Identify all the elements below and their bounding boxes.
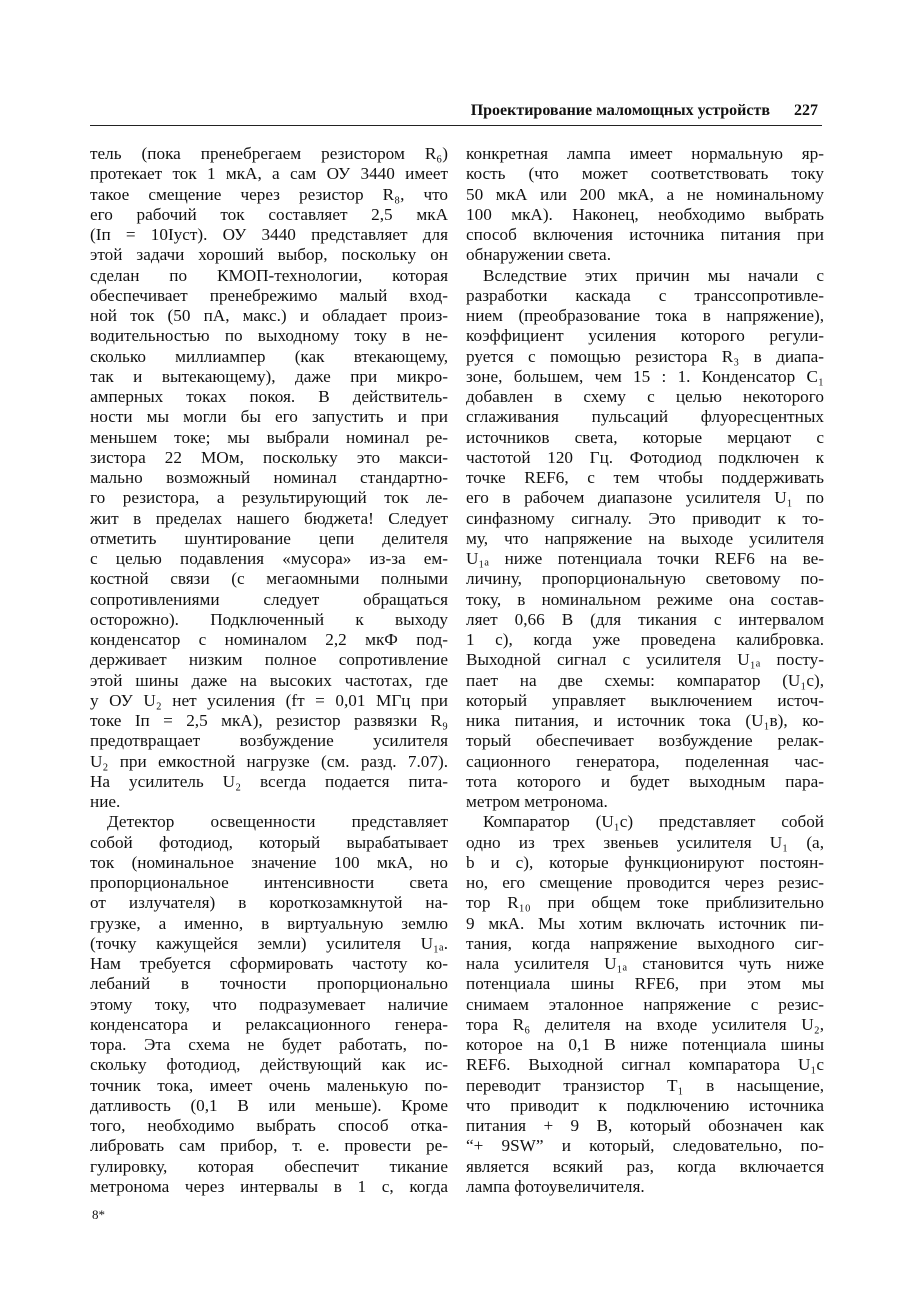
text-line: такое смещение через резистор R₈, что [90,184,448,204]
text-line: гулировку, которая обеспечит тикание [90,1156,448,1176]
text-line: переводит транзистор T₁ в насыщение, [466,1075,824,1095]
text-line: (точку кажущейся земли) усилителя U₁ₐ. [90,933,448,953]
signature-mark: 8* [92,1207,105,1222]
text-line: “+ 9SW” и который, следовательно, по- [466,1136,824,1156]
paragraph [466,812,824,1197]
text-line: (Iп = 10Iуст). ОУ 3440 представляет для [90,225,448,244]
text-line: мально возможный номинал стандартно- [90,468,448,487]
text-line: одно из трех звеньев усилителя U₁ (а, [466,832,824,852]
text-line: ника питания, и источник тока (U₁в), ко- [466,711,824,730]
text-line: меньшем токе; мы выбрали номинал ре- [90,427,448,447]
text-line: нием (преобразование тока в напряжение), [466,306,824,325]
text-line: добавлен в схему с целью некоторого [466,387,824,406]
running-header [90,101,822,126]
text-line: сационного генератора, поделенная час- [466,751,824,771]
text-line: его в рабочем диапазоне усилителя U₁ по [466,488,824,508]
text-line: от излучателя) в короткозамкнутой на- [90,893,448,913]
text-line: конкретная лампа имеет нормальную яр- [466,144,824,163]
right-column [466,144,824,1197]
text-line: его рабочий ток составляет 2,5 мкА [90,204,448,224]
text-line: U₂ при емкостной нагрузке (см. разд. 7.07). [90,751,448,771]
text-line: сколько миллиампер (как втекающему, [90,346,448,366]
text-line: снимаем эталонное напряжение с резис- [466,994,824,1014]
text-line: тор R₁₀ при общем токе приблизительно [466,893,824,913]
text-line: датливость (0,1 В или меньше). Кроме [90,1095,448,1115]
text-line: ности мы могли бы его запустить и при [90,407,448,427]
text-line: го резистора, а результирующий ток ле- [90,488,448,508]
text-line: что приводит к подключению источника [466,1095,824,1115]
left-column [90,144,448,1197]
text-line: того, необходимо выбрать способ отка- [90,1116,448,1135]
text-line: частотой 120 Гц. Фотодиод подключен к [466,447,824,467]
text-line: является всякий раз, когда включается [466,1156,824,1176]
text-line: току, в номинальном режиме она состав- [466,589,824,609]
paragraph [90,812,448,1197]
text-line: синфазному сигналу. Это приводит к то- [466,508,824,528]
text-line: зистора 22 МОм, поскольку это макси- [90,447,448,467]
text-line: метром метронома. [466,792,608,811]
text-line: собой фотодиод, который вырабатывает [90,832,448,852]
text-line: Детектор освещенности представляет [107,812,448,832]
text-line: пает на две схемы: компаратор (U₁c), [466,670,824,690]
text-line: тания, когда напряжение выходного сиг- [466,933,824,953]
text-line: Вследствие этих причин мы начали с [483,265,824,285]
text-line: 9 мкА. Мы хотим включать источник пи- [466,913,824,933]
text-line: 100 мкА). Наконец, необходимо выбрать [466,204,824,224]
text-line: точке REF6, с тем чтобы поддерживать [466,468,824,487]
text-line: этой шины даже на высоких частотах, где [90,670,448,690]
text-line: лебаний в точности пропорционально [90,974,448,994]
text-line: нала усилителя U₁ₐ становится чуть ниже [466,954,824,973]
text-line: жит в пределах нашего бюджета! Следует [90,508,448,528]
text-line: тота которого и будет выходным пара- [466,771,824,791]
text-line: водительностью по выходному току в не- [90,326,448,346]
text-line: обеспечивает пренебрежимо малый вход- [90,285,448,305]
text-line: кость (что может соответствовать току [466,164,824,184]
text-line: способ включения источника питания при [466,225,824,244]
text-line: Компаратор (U₁c) представляет собой [483,812,824,832]
text-line: отметить шунтирование цепи делителя [90,528,448,548]
paragraph [466,266,824,813]
text-line: питания + 9 В, который обозначен как [466,1116,824,1135]
text-line: 50 мкА или 200 мкА, а не номинальному [466,184,824,204]
text-line: точник тока, имеет очень маленькую по- [90,1075,448,1095]
text-line: ляет 0,66 В (для тикания с интервалом [466,609,824,629]
text-line: скольку фотодиод, действующий как ис- [90,1055,448,1075]
text-line: метронома через интервалы в 1 с, когда [90,1176,448,1196]
text-line: зоне, большем, чем 15 : 1. Конденсатор C₁ [466,366,824,386]
paragraph [466,144,824,266]
text-line: конденсатора и релаксационного генера- [90,1014,448,1034]
text-line: ток (номинальное значение 100 мкА, но [90,852,448,872]
text-line: конденсатор с номиналом 2,2 мкФ под- [90,630,448,649]
text-line: либровать сам прибор, т. е. провести ре- [90,1136,448,1156]
text-line: пропорциональное интенсивности света [90,873,448,892]
running-header-title: Проектирование маломощных устройств [470,102,770,119]
text-line: грузке, а именно, в виртуальную землю [90,913,448,933]
text-line: сглаживания пульсаций флуоресцентных [466,407,824,427]
text-line: 1 с), когда уже проведена калибровка. [466,630,824,649]
text-line: с целью подавления «мусора» из-за ем- [90,549,448,568]
text-line: коэффициент усиления которого регули- [466,326,824,346]
text-line: осторожно). Подключенный к выходу [90,609,448,629]
text-line: обнаружении света. [466,245,611,265]
text-line: сопротивлениями следует обращаться [90,589,448,609]
text-line: тора R₆ делителя на входе усилителя U₂, [466,1014,824,1034]
text-line: тель (пока пренебрегаем резистором R₆) [90,144,448,163]
text-line: амперных токах покоя. В действитель- [90,387,448,406]
text-line: этой задачи хороший выбор, поскольку он [90,245,448,265]
text-line: руется с помощью резистора R₃ в диапа- [466,346,824,366]
text-line: лампа фотоувеличителя. [466,1176,645,1196]
text-line: торый обеспечивает возбуждение релак- [466,731,824,751]
text-line: му, что напряжение на выходе усилителя [466,528,824,548]
text-line: разработки каскада с транссопротивле- [466,285,824,305]
page-number: 227 [794,102,818,119]
text-line: ной ток (50 пА, макс.) и обладает произ- [90,306,448,325]
text-line: На усилитель U₂ всегда подается пита- [90,771,448,791]
text-line: держивает низким полное сопротивление [90,650,448,670]
text-line: REF6. Выходной сигнал компаратора U₁c [466,1055,824,1075]
text-line: источников света, которые мерцают с [466,427,824,447]
text-line: потенциала шины RFE6, при этом мы [466,974,824,994]
text-line: b и с), которые функционируют постоян- [466,852,824,872]
text-line: предотвращает возбуждение усилителя [90,731,448,751]
paragraph [90,144,448,812]
text-line: личину, пропорциональную световому по- [466,569,824,589]
text-line: этому току, что подразумевает наличие [90,994,448,1014]
text-line: протекает ток 1 мкА, а сам ОУ 3440 имеет [90,164,448,184]
text-line: костной связи (с мегаомными полными [90,569,448,589]
text-line: Выходной сигнал с усилителя U₁ₐ посту- [466,650,824,670]
text-line: сделан по КМОП-технологии, которая [90,265,448,285]
text-line: которое на 0,1 В ниже потенциала шины [466,1035,824,1054]
text-line: U₁ₐ ниже потенциала точки REF6 на ве- [466,549,824,568]
text-line: но, его смещение проводится через резис- [466,873,824,892]
text-line: так и вытекающему), даже при микро- [90,366,448,386]
text-line: у ОУ U₂ нет усиления (fт = 0,01 МГц при [90,690,448,710]
text-line: который управляет выключением источ- [466,690,824,710]
text-line: тора. Эта схема не будет работать, по- [90,1035,448,1054]
text-line: Нам требуется сформировать частоту ко- [90,954,448,973]
text-line: токе Iп = 2,5 мкА), резистор развязки R₉ [90,711,448,730]
text-line: ние. [90,792,121,811]
